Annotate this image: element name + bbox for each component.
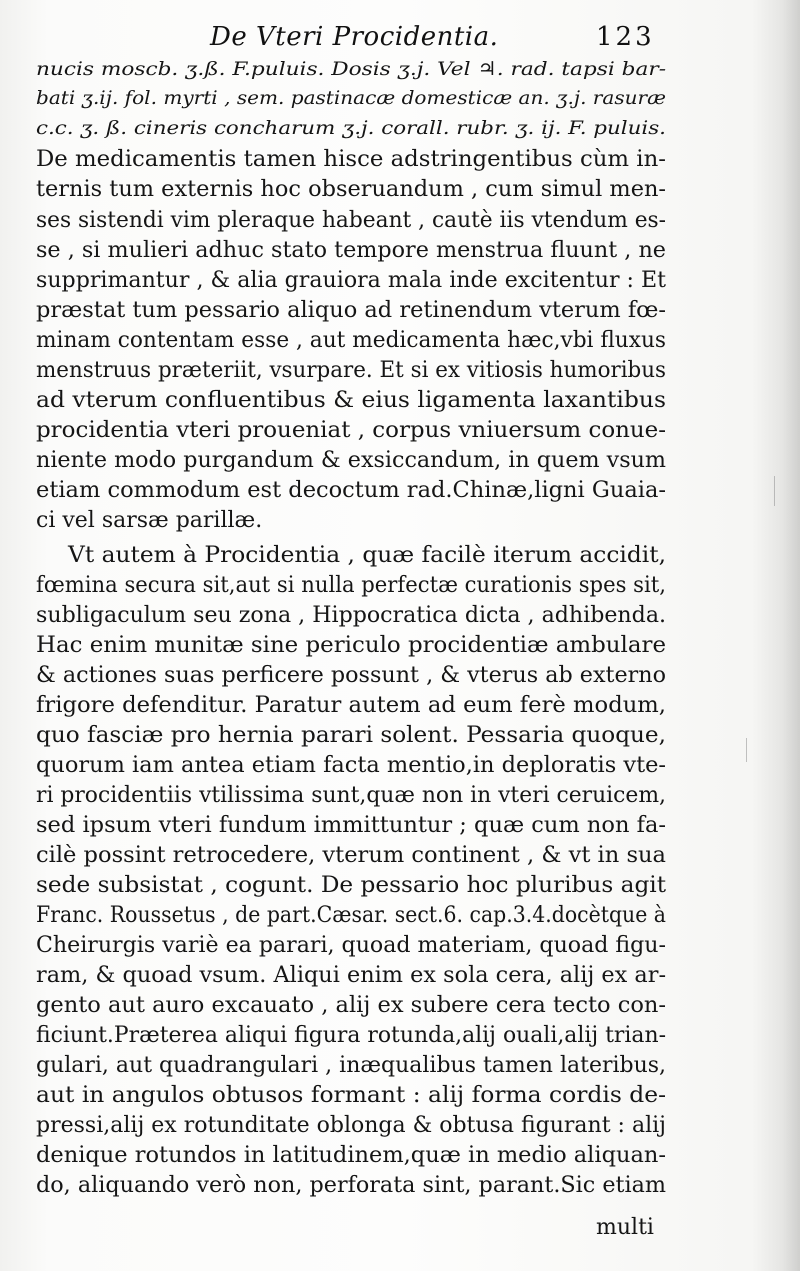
- page-header: [0, 20, 800, 60]
- text-line: frigore defenditur. Paratur autem ad eum ferè modum,: [36, 693, 667, 718]
- text-line: ses sistendi vim pleraque habeant , cautè iis vtendum es-: [36, 208, 667, 233]
- text-line: Hac enim munitæ sine periculo procidentiæ ambulare: [36, 633, 667, 658]
- text-line: bati ʒ.ij. fol. myrti , sem. pastinacæ domesticæ an. ʒ.j. rasuræ: [36, 87, 666, 109]
- text-line: ram, & quoad vsum. Aliqui enim ex sola cera, alij ex ar-: [36, 963, 667, 988]
- text-line: pressi,alij ex rotunditate oblonga & obtusa figurant : alij: [36, 1113, 666, 1138]
- text-line: denique rotundos in latitudinem,quæ in medio aliquan-: [36, 1143, 666, 1168]
- text-line: se , si mulieri adhuc stato tempore menstrua fluunt , ne: [36, 238, 666, 263]
- text-line: Franc. Roussetus , de part.Cæsar. sect.6. cap.3.4.docètque à: [36, 903, 667, 928]
- text-line: quo fasciæ pro hernia parari solent. Pessaria quoque,: [36, 723, 667, 748]
- text-line: sede subsistat , cogunt. De pessario hoc pluribus agit: [36, 873, 667, 898]
- text-line: ci vel sarsæ parillæ.: [36, 508, 263, 533]
- text-line: De medicamentis tamen hisce adstringentibus cùm in-: [36, 147, 666, 172]
- text-line: quorum iam antea etiam facta mentio,in deploratis vte-: [36, 753, 667, 778]
- page-number: 123: [596, 22, 655, 52]
- text-line: Cheirurgis variè ea parari, quoad materiam, quoad figu-: [36, 933, 667, 958]
- text-line: cilè possint retrocedere, vterum continent , & vt in sua: [36, 843, 667, 868]
- text-line: ternis tum externis hoc obseruandum , cum simul men-: [36, 177, 667, 202]
- text-line: minam contentam esse , aut medicamenta hæc,vbi fluxus: [36, 328, 667, 353]
- text-line: sed ipsum vteri fundum immittuntur ; quæ cum non fa-: [36, 813, 666, 838]
- text-line: præstat tum pessario aliquo ad retinendum vterum fœ-: [36, 298, 666, 323]
- text-line: ad vterum confluentibus & eius ligamenta laxantibus: [36, 388, 667, 413]
- text-line: menstruus præteriit, vsurpare. Et si ex vitiosis humoribus: [36, 358, 667, 383]
- margin-mark: [774, 476, 775, 506]
- text-line: supprimantur , & alia grauiora mala inde excitentur : Et: [36, 268, 667, 293]
- text-line: aut in angulos obtusos formant : alij forma cordis de-: [36, 1083, 666, 1108]
- text-line: & actiones suas perficere possunt , & vterus ab externo: [36, 663, 666, 688]
- running-title: De Vteri Procidentia.: [210, 22, 499, 52]
- text-line: procidentia vteri proueniat , corpus vniuersum conue-: [36, 418, 667, 443]
- text-line: etiam commodum est decoctum rad.Chinæ,ligni Guaia-: [36, 478, 667, 503]
- text-line: gulari, aut quadrangulari , inæqualibus tamen lateribus,: [36, 1053, 667, 1078]
- page-edge-shadow: [782, 0, 800, 1271]
- catchword: multi: [596, 1215, 654, 1240]
- text-line: Vt autem à Procidentia , quæ facilè iterum accidit,: [68, 543, 666, 568]
- text-line: gento aut auro excauato , alij ex subere cera tecto con-: [36, 993, 666, 1018]
- text-line: niente modo purgandum & exsiccandum, in quem vsum: [36, 448, 667, 473]
- margin-mark: [746, 738, 747, 762]
- text-line: ri procidentiis vtilissima sunt,quæ non in vteri ceruicem,: [36, 783, 666, 808]
- text-line: subligaculum seu zona , Hippocratica dicta , adhibenda.: [36, 603, 667, 628]
- text-line: do, aliquando verò non, perforata sint, parant.Sic etiam: [36, 1173, 667, 1198]
- text-line: fœmina secura sit,aut si nulla perfectæ curationis spes sit,: [36, 573, 666, 598]
- text-line: c.c. ʒ. ß. cineris concharum ʒ.j. corall. rubr. ʒ. ij. F. puluis.: [36, 117, 666, 139]
- text-line: nucis moscb. ʒ.ß. F.puluis. Dosis ʒ.j. Vel ♃. rad. tapsi bar-: [36, 58, 667, 80]
- text-line: ficiunt.Præterea aliqui figura rotunda,alij ouali,alij trian-: [36, 1023, 666, 1048]
